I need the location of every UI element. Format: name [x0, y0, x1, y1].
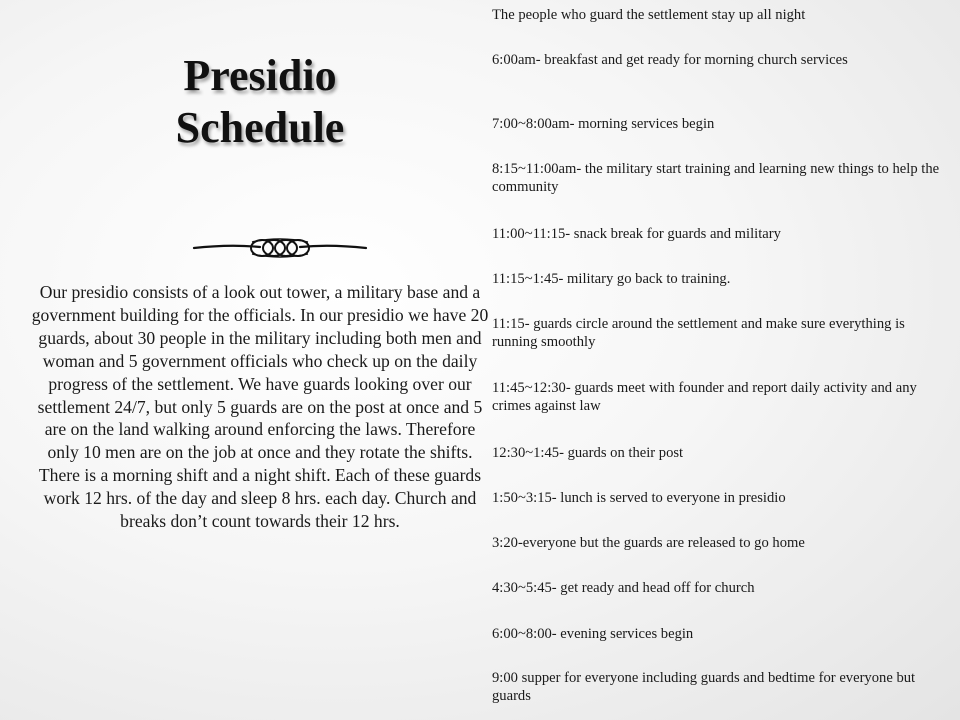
schedule-item-text: 6:00am- breakfast and get ready for morning church services: [492, 52, 848, 68]
list-item: [458, 379, 943, 415]
list-item: [458, 270, 943, 288]
schedule-item-text: The people who guard the settlement stay up all night: [492, 7, 806, 23]
schedule-item-text: 7:00~8:00am- morning services begin: [492, 116, 715, 132]
list-item: [458, 579, 943, 597]
list-item: [458, 444, 943, 462]
schedule-item-text: 11:15~1:45- military go back to training.: [492, 271, 731, 287]
schedule-item-text: 9:00 supper for everyone including guards and bedtime for everyone but guards: [492, 670, 916, 704]
list-item: [458, 315, 943, 351]
schedule-item-text: 6:00~8:00- evening services begin: [492, 626, 694, 642]
description-paragraph: Our presidio consists of a look out tower, a military base and a government building for the officials. In our presidio we have 20 guards, about 30 people in the military including both men and woman and 5 government officials who check up on the daily progress of the settlement. We have guards looking over our settlement 24/7, but only 5 guards are on the post at once and 5 are on the land walking around enforcing the laws. Therefore only 10 men are on the job at once and they rotate the shifts. There is a morning shift and a night shift. Each of these guards work 12 hrs. of the day and sleep 8 hrs. each day. Church and breaks don’t count towards their 12 hrs.: [31, 282, 489, 532]
list-item: [458, 160, 943, 196]
schedule-item-text: 1:50~3:15- lunch is served to everyone in presidio: [492, 490, 786, 506]
schedule-item-text: 11:00~11:15- snack break for guards and military: [492, 226, 781, 242]
list-item: [458, 625, 943, 643]
list-item: [458, 669, 943, 705]
list-item: [458, 489, 943, 507]
slide-title: [20, 50, 500, 154]
title-line-1: Presidio: [183, 51, 337, 100]
list-item: [458, 534, 943, 552]
list-item: [458, 6, 943, 24]
schedule-item-text: 11:45~12:30- guards meet with founder and report daily activity and any crimes against law: [492, 380, 917, 414]
left-panel: [20, 0, 500, 720]
title-line-2: Schedule: [175, 103, 345, 152]
schedule-item-text: 8:15~11:00am- the military start training and learning new things to help the community: [492, 161, 940, 195]
flourish-divider-icon: [190, 232, 370, 264]
list-item: [458, 115, 943, 133]
right-panel: [458, 0, 948, 720]
schedule-item-text: 3:20-everyone but the guards are released to go home: [492, 535, 805, 551]
list-item: [458, 225, 943, 243]
schedule-item-text: 4:30~5:45- get ready and head off for church: [492, 580, 755, 596]
schedule-item-text: 11:15- guards circle around the settlement and make sure everything is running smoothly: [492, 316, 905, 350]
list-item: [458, 51, 943, 69]
schedule-item-text: 12:30~1:45- guards on their post: [492, 445, 684, 461]
